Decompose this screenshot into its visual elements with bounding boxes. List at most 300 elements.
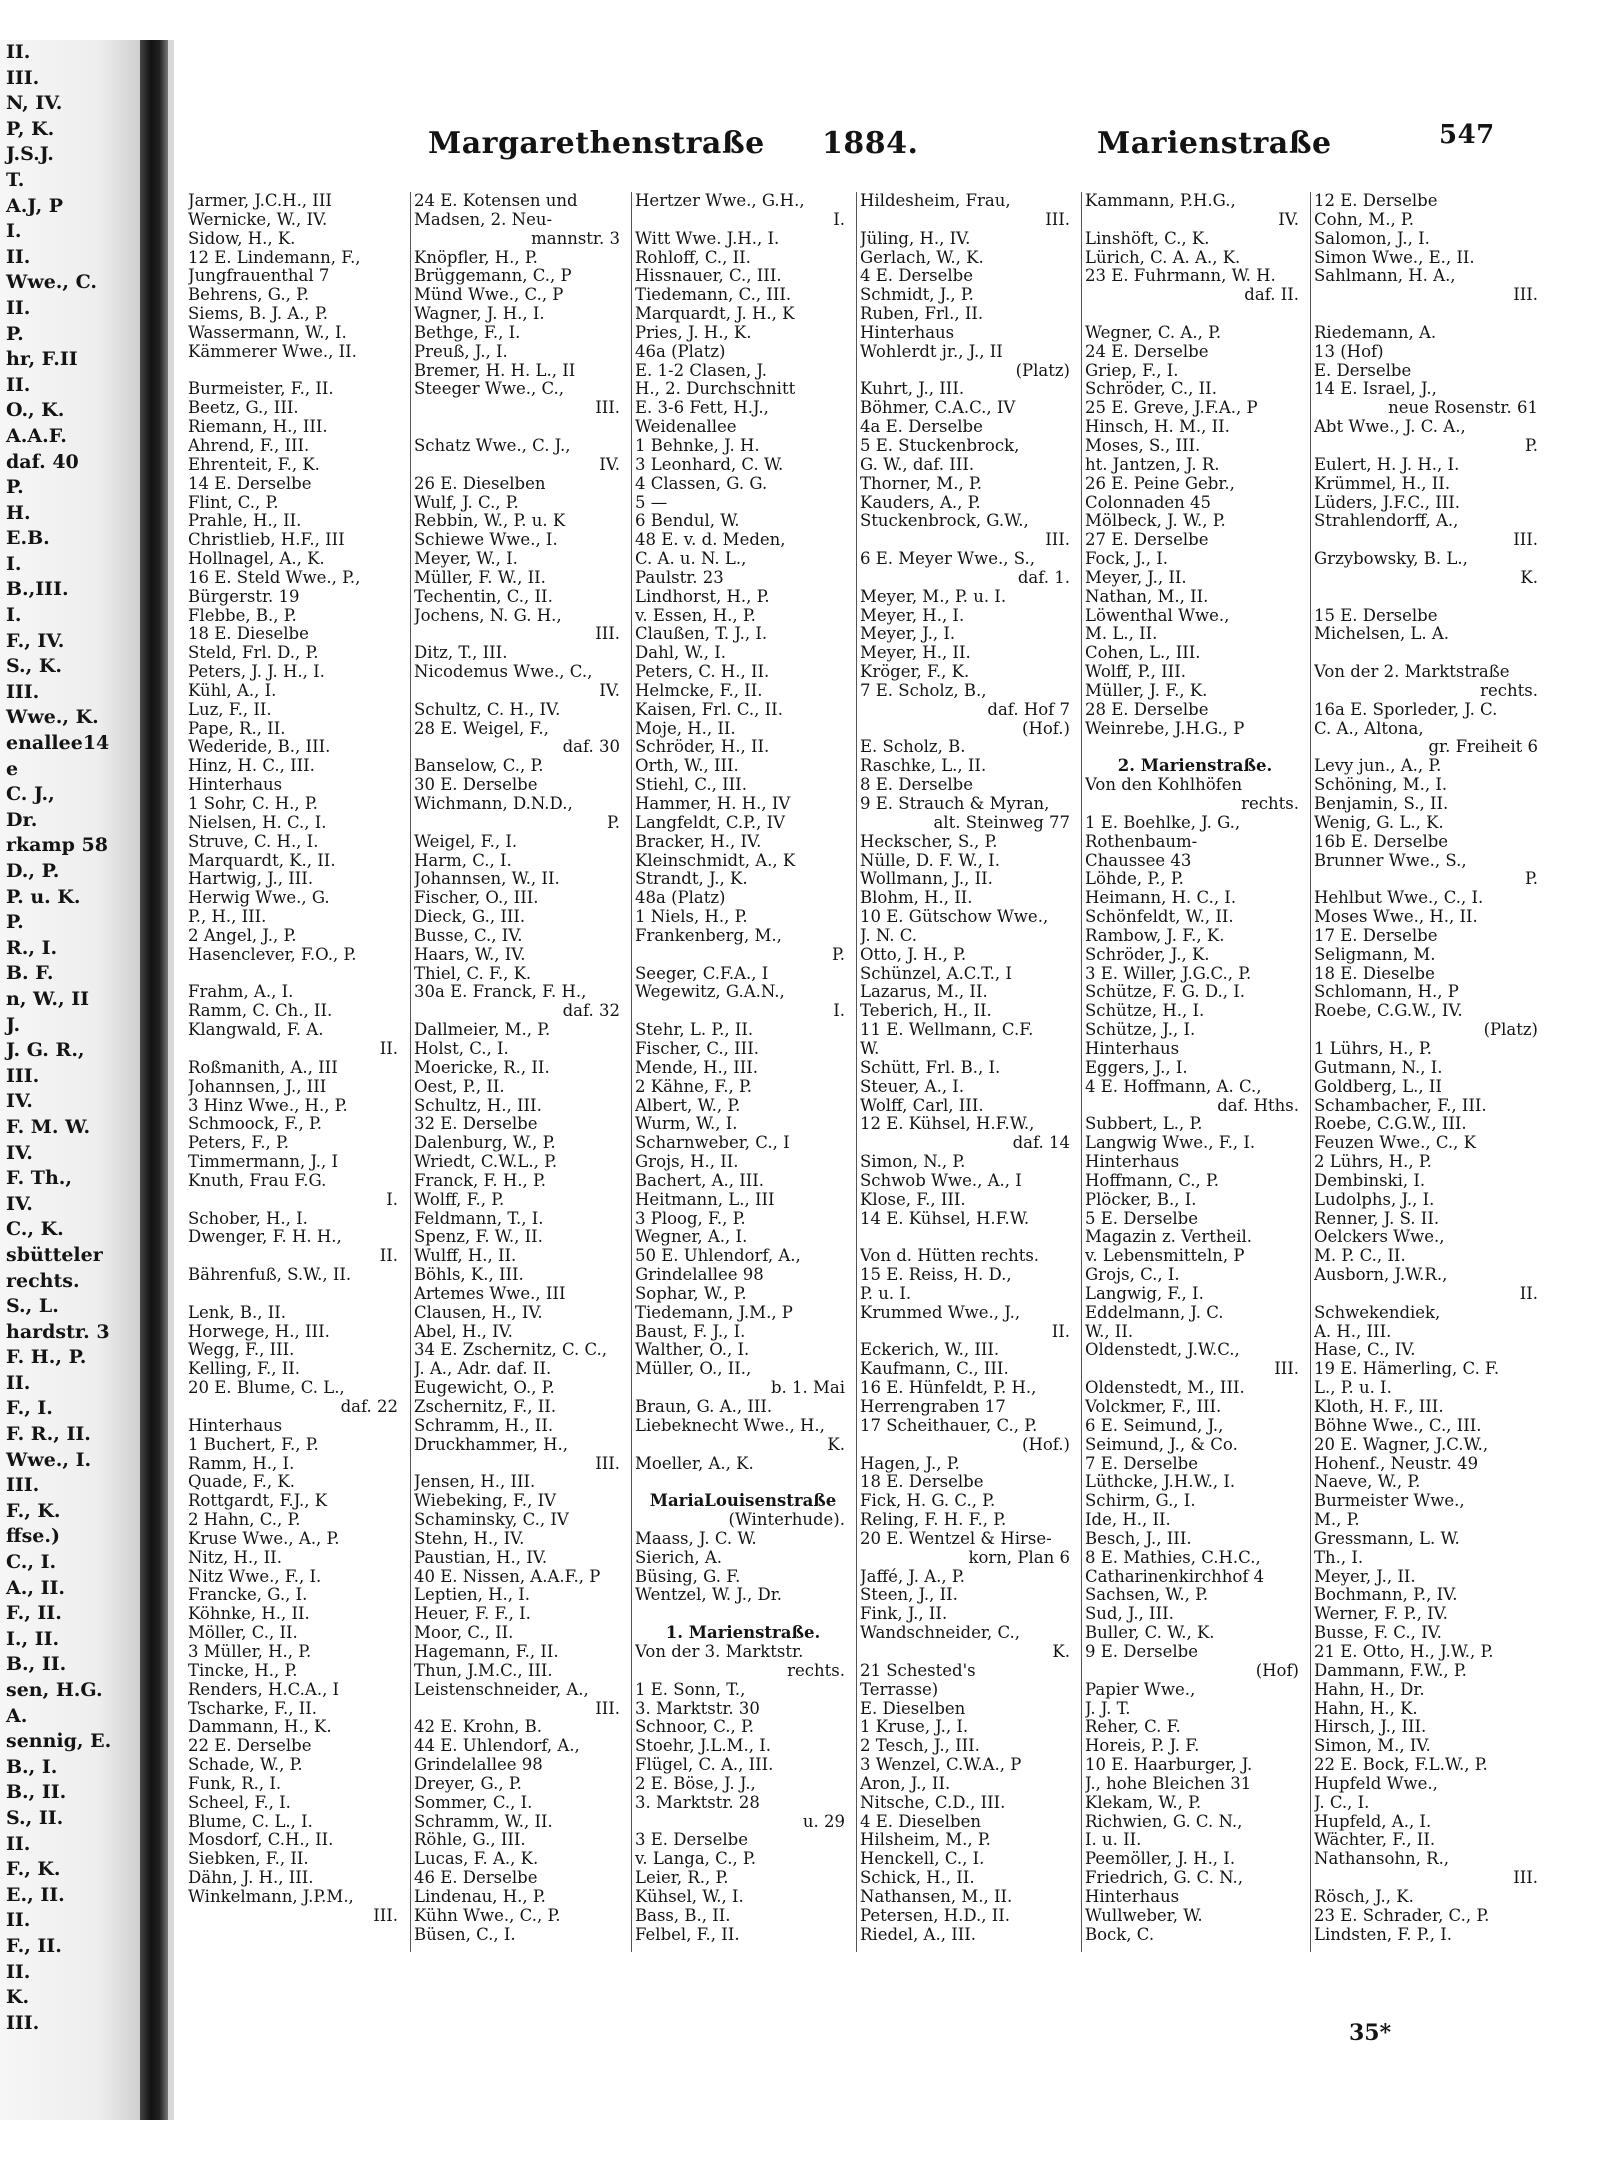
directory-entry: Wulf, J. C., P. [414,493,519,512]
directory-entry: Wolff, Carl, III. [860,1096,984,1115]
directory-entry: Herwig Wwe., G. [188,889,330,908]
directory-entry: Dalenburg, W., P. [414,1134,556,1153]
directory-entry: 18 E. Dieselbe [188,625,309,644]
directory-entry: M. P. C., II. [1314,1247,1406,1266]
fragment-line: B., II. [6,1781,67,1804]
directory-entry: 3 Ploog, F., P. [635,1209,746,1228]
directory-entry: Kruse Wwe., A., P. [188,1529,340,1548]
directory-entry: Maass, J. C. W. [635,1529,757,1548]
directory-entry: Rambow, J. F., K. [1085,926,1225,945]
directory-entry: 14 E. Kühsel, H.F.W. [860,1209,1030,1228]
column-5 [1085,192,1305,1992]
directory-entry: Wagner, J. H., I. [414,305,545,324]
directory-entry: 2 E. Böse, J. J., [635,1774,756,1793]
directory-entry: Von d. Hütten rechts. [860,1247,1040,1266]
directory-entry: Scharnweber, C., I [635,1134,790,1153]
directory-entry: Wulff, H., II. [414,1247,517,1266]
directory-entry: Walther, O., I. [635,1341,750,1360]
fragment-line: rechts. [6,1269,80,1292]
directory-entry: Hirsch, J., III. [1314,1718,1427,1737]
directory-entry: u. 29 [802,1812,845,1831]
fragment-line: III. [6,66,40,89]
directory-entry: Bürgerstr. 19 [188,587,300,606]
directory-entry: Meyer, W., I. [414,550,518,569]
fragment-line: P. [6,476,24,499]
directory-entry: 22 E. Bock, F.L.W., P. [1314,1756,1488,1775]
directory-entry: Simon, M., IV. [1314,1737,1431,1756]
directory-entry: 4a E. Derselbe [860,418,983,437]
directory-entry: Banselow, C., P. [414,757,544,776]
directory-entry: M. L., II. [1085,625,1158,644]
directory-entry: daf. 14 [1012,1134,1070,1153]
fragment-line: F., IV. [6,629,65,652]
directory-entry: Klose, F., III. [860,1190,966,1209]
page-number: 547 [1439,120,1495,150]
directory-entry: Rebbin, W., P. u. K [414,512,566,531]
directory-entry: Strandt, J., K. [635,870,748,889]
directory-entry: 1 E. Sonn, T., [635,1680,746,1699]
directory-entry: Wernicke, W., IV. [188,210,328,229]
directory-entry: 40 E. Nissen, A.A.F., P [414,1567,601,1586]
directory-entry [414,418,626,437]
directory-entry: Schultz, H., III. [414,1096,542,1115]
directory-entry: III. [1045,210,1070,229]
directory-entry: Knöpfler, H., P. [414,248,538,267]
directory-entry: (Hof.) [1022,1435,1070,1454]
directory-entry: Hinterhaus [188,1416,283,1435]
fragment-line: n, W., II [6,987,90,1010]
directory-entry: Abel, H., IV. [414,1322,513,1341]
directory-entry: Hollnagel, A., K. [188,550,325,569]
fragment-line: enallee14 [6,732,110,755]
directory-entry: III. [1513,286,1538,305]
directory-entry: 1 Behnke, J. H. [635,436,760,455]
directory-entry: Eggers, J., I. [1085,1058,1188,1077]
directory-entry: Hahn, H., K. [1314,1699,1418,1718]
directory-entry: Nülle, D. F. W., I. [860,851,1000,870]
directory-entry: MariaLouisenstraße [649,1492,837,1511]
directory-entry: 14 E. Israel, J., [1314,380,1437,399]
directory-entry: Rottgardt, F.J., K [188,1492,328,1511]
directory-entry: Kammann, P.H.G., [1085,192,1236,210]
directory-entry: 42 E. Krohn, B. [414,1718,543,1737]
directory-entry: daf. 22 [340,1398,398,1416]
directory-entry: Plöcker, B., I. [1085,1190,1197,1209]
directory-entry: Seimund, J., & Co. [1085,1435,1238,1454]
fragment-line: D., P. [6,860,60,882]
directory-entry: Von der 2. Marktstraße [1314,663,1510,682]
directory-entry: Krümmel, H., II. [1314,474,1451,493]
column-rule [631,192,632,1952]
fragment-line: II. [6,1832,31,1855]
fragment-line: rkamp 58 [6,834,108,857]
directory-entry: Schwekendiek, [1314,1303,1441,1322]
directory-entry [188,1285,404,1304]
fragment-line: F. Th., [6,1167,72,1190]
directory-entry: daf. Hths. [1217,1096,1299,1115]
directory-entry: Horwege, H., III. [188,1322,330,1341]
directory-entry: 10 E. Gütschow Wwe., [860,908,1049,927]
directory-entry: Röhle, G., III. [414,1831,526,1850]
directory-entry: Wolff, P., III. [1085,663,1186,682]
fragment-line: I. [6,552,22,575]
directory-entry: Hinterhaus [1085,1039,1180,1058]
directory-entry: Reher, C. F. [1085,1718,1181,1737]
directory-entry: Heuer, F. F., I. [414,1605,531,1624]
directory-entry: III. [1045,531,1070,550]
directory-entry: Lenk, B., II. [188,1303,286,1322]
directory-entry: Simon, N., P. [860,1153,966,1172]
directory-entry: Teberich, H., II. [860,1002,992,1021]
fragment-line: II. [6,245,31,268]
directory-entry: Dähn, J. H., III. [188,1869,314,1888]
directory-entry: 15 E. Reiss, H. D., [860,1266,1012,1285]
directory-entry: W. [860,1039,880,1058]
directory-entry: Cohn, M., P. [1314,210,1414,229]
directory-entry: Schiewe Wwe., I. [414,531,558,550]
directory-entry: Wegewitz, G.A.N., [635,983,785,1002]
directory-entry: Nathansohn, R., [1314,1850,1450,1869]
directory-entry: Struve, C. H., I. [188,832,319,851]
directory-entry: Paustian, H., IV. [414,1548,548,1567]
directory-entry: Dwenger, F. H. H., [188,1228,342,1247]
fragment-line: B., II. [6,1653,67,1676]
directory-entry: Ide, H., II. [1085,1511,1171,1530]
directory-entry: 15 E. Derselbe [1314,606,1438,625]
directory-entry: Gerlach, W., K. [860,248,984,267]
directory-entry: Paulstr. 23 [635,568,724,587]
directory-entry: Benjamin, S., II. [1314,795,1449,813]
directory-entry: 7 E. Scholz, B., [860,681,987,700]
directory-entry: 50 E. Uhlendorf, A., [635,1247,801,1266]
directory-entry: 5 E. Derselbe [1085,1209,1198,1228]
directory-entry: Timmermann, J., I [188,1153,339,1172]
directory-entry: Schade, W., P. [188,1756,303,1775]
column-rule [1310,192,1311,1952]
directory-entry: Dreyer, G., P. [414,1774,522,1793]
directory-entry: Siems, B. J. A., P. [188,305,329,324]
directory-entry: Schwob Wwe., A., I [860,1171,1022,1190]
directory-entry: 46a (Platz) [635,342,726,361]
directory-entry: 18 E. Dieselbe [1314,964,1435,983]
directory-entry: Schramm, H., II. [414,1416,554,1435]
column-rule [410,192,411,1952]
directory-entry: Von den Kohlhöfen [1085,776,1243,795]
directory-entry: Hinterhaus [1085,1153,1180,1172]
directory-entry: Sierich, A. [635,1548,723,1567]
directory-entry: Klekam, W., P. [1085,1793,1202,1812]
directory-entry: P. [606,813,620,832]
directory-entry: Rothenbaum- [1085,832,1198,851]
directory-entry: Fischer, C., III. [635,1039,759,1058]
directory-entry: Johannsen, W., II. [414,870,560,889]
directory-entry: Sommer, C., I. [414,1793,533,1812]
directory-entry: 1 Niels, H., P. [635,908,748,927]
directory-entry: Böhne Wwe., C., III. [1314,1416,1482,1435]
directory-entry: Eckerich, W., III. [860,1341,1000,1360]
directory-entry: Kämmerer Wwe., II. [188,342,357,361]
column-1 [188,192,404,1992]
directory-entry: Volckmer, F., III. [1085,1398,1222,1416]
directory-entry: Schröder, H., II. [635,738,770,757]
directory-entry: Wächter, F., II. [1314,1831,1436,1850]
directory-entry: Eugewicht, O., P. [414,1379,555,1398]
fragment-line: F., I. [6,1397,53,1420]
directory-entry: Ludolphs, J., I. [1314,1190,1435,1209]
directory-entry: 26 E. Peine Gebr., [1085,474,1235,493]
directory-entry: 16 E. Hünfeldt, P. H., [860,1379,1037,1398]
directory-entry: 6 E. Meyer Wwe., S., [860,550,1035,569]
directory-entry: 25 E. Greve, J.F.A., P [1085,399,1258,418]
fragment-line: F. R., II. [6,1423,91,1446]
directory-entry: v. Essen, H., P. [635,606,756,625]
directory-entry: Rösch, J., K. [1314,1887,1414,1906]
directory-entry: Kühn Wwe., C., P. [414,1906,561,1925]
directory-entry: 3 Leonhard, C. W. [635,455,784,474]
fragment-line: I. [6,220,22,243]
directory-entry: P., H., III. [188,908,267,927]
directory-entry: Thiel, C. F., K. [414,964,532,983]
directory-entry: 5 — [635,493,668,512]
directory-entry: 28 E. Derselbe [1085,700,1209,719]
directory-entry: Hinterhaus [860,323,955,342]
directory-entry: 16b E. Derselbe [1314,832,1449,851]
directory-entry: A. H., III. [1314,1322,1392,1341]
directory-entry: 9 E. Strauch & Myran, [860,795,1050,813]
directory-entry: G. W., daf. III. [860,455,975,474]
directory-entry: Von der 3. Marktstr. [635,1642,804,1661]
directory-entry: 2 Kähne, F., P. [635,1077,753,1096]
directory-entry: Eddelmann, J. C. [1085,1303,1224,1322]
right-street-title: Marienstraße [1097,126,1332,161]
directory-entry: Bethge, F., I. [414,323,521,342]
directory-entry: Eulert, H. J. H., I. [1314,455,1460,474]
fragment-line: P. [6,911,24,934]
directory-entry: Steld, Frl. D., P. [188,644,319,663]
fragment-line: H. [6,501,31,524]
directory-entry: Stehr, L. P., II. [635,1021,754,1040]
directory-entry: Wederide, B., III. [188,738,331,757]
fragment-line: ffse.) [6,1525,60,1548]
directory-entry: Nathan, M., II. [1085,587,1209,606]
directory-entry: 4 E. Dieselben [860,1812,982,1831]
directory-entry: 9 E. Derselbe [1085,1642,1198,1661]
directory-entry [188,362,404,381]
directory-entry: W., II. [1085,1322,1134,1341]
directory-entry: 22 E. Derselbe [188,1737,312,1756]
directory-entry: Steuer, A., I. [860,1077,965,1096]
directory-entry: Ditz, T., III. [414,644,508,663]
directory-entry: Sahlmann, H. A., [1314,267,1456,286]
directory-entry: Böhmer, C.A.C., IV [860,399,1016,418]
fragment-line: B.,III. [6,578,69,601]
directory-entry: Hissnauer, C., III. [635,267,782,286]
directory-entry: Nathansen, M., II. [860,1887,1013,1906]
directory-entry: Wegg, F., III. [188,1341,295,1360]
directory-entry: Hildesheim, Frau, [860,192,1011,210]
directory-entry: III. [595,625,620,644]
directory-entry: III. [595,1699,620,1718]
directory-entry: 2 Tesch, J., III. [860,1737,980,1756]
directory-entry: Heimann, H. C., I. [1085,889,1237,908]
directory-entry: Peters, J. J. H., I. [188,663,325,682]
directory-entry: Bracker, H., IV. [635,832,762,851]
fragment-line: F., K. [6,1858,61,1881]
column-2 [414,192,626,1992]
directory-entry: Otto, J. H., P. [860,945,967,964]
directory-entry: Schönfeldt, W., II. [1085,908,1234,927]
directory-entry: Tscharke, F., II. [188,1699,318,1718]
directory-entry: Techentin, C., II. [414,587,553,606]
directory-entry: Schröder, J., K. [1085,945,1210,964]
directory-entry: Preuß, J., I. [414,342,508,361]
fragment-line: I. [6,604,22,627]
directory-entry: Renner, J. S. II. [1314,1209,1440,1228]
directory-entry: Witt Wwe. J.H., I. [635,229,780,248]
directory-columns [174,192,1590,1992]
directory-entry: Abt Wwe., J. C. A., [1314,418,1466,437]
directory-entry: Moeller, A., K. [635,1454,754,1473]
directory-entry: 1 Sohr, C. H., P. [188,795,318,813]
directory-entry: Böhls, K., III. [414,1266,524,1285]
directory-entry: K. [827,1435,845,1454]
fragment-line: J. [6,1013,21,1036]
fragment-line: IV. [6,1090,33,1113]
directory-entry [635,1605,851,1624]
directory-entry: Müller, F. W., II. [414,568,546,587]
directory-entry: Ramm, H., I. [188,1454,295,1473]
directory-entry: Artemes Wwe., III [414,1284,566,1303]
directory-entry: Henckell, C., I. [860,1850,985,1869]
directory-entry [1314,305,1544,324]
directory-entry: Tiedemann, C., III. [635,286,792,305]
directory-entry: Wichmann, D.N.D., [414,795,573,813]
fragment-line: T. [6,168,25,191]
directory-entry: (Platz) [1483,1021,1538,1040]
directory-entry: Papier Wwe., [1085,1680,1196,1699]
fragment-line: E.B. [6,527,50,550]
directory-entry: Nitz Wwe., F., I. [188,1567,322,1586]
directory-entry: 13 (Hof) [1314,342,1384,361]
directory-entry: Wiebeking, F., IV [414,1492,557,1511]
fragment-line: Wwe., I. [6,1448,92,1471]
directory-entry: I. [386,1190,398,1209]
directory-entry: Moericke, R., II. [414,1058,550,1077]
directory-page [174,40,1590,2120]
directory-entry: rechts. [787,1661,845,1680]
directory-entry: Jaffé, J. A., P. [860,1567,965,1586]
directory-entry: rechts. [1241,795,1299,813]
directory-entry: 16 E. Steld Wwe., P., [188,568,361,587]
directory-entry: rechts. [1480,681,1538,700]
column-6 [1314,192,1544,1992]
directory-entry: 21 E. Otto, H., J.W., P. [1314,1642,1494,1661]
fragment-line: O., K. [6,399,65,422]
directory-entry: Ramm, C. Ch., II. [188,1002,333,1021]
directory-entry: 3 Wenzel, C.W.A., P [860,1756,1022,1775]
directory-entry: daf. 32 [562,1002,620,1021]
fragment-line: C. J., [6,783,55,806]
directory-entry: Kauders, A., P. [860,493,981,512]
directory-entry: 30 E. Derselbe [414,776,538,795]
directory-entry: Oelckers Wwe., [1314,1228,1445,1247]
directory-entry: J., hohe Bleichen 31 [1085,1774,1252,1793]
directory-entry: Thun, J.M.C., III. [414,1661,553,1680]
directory-entry: Lüthcke, J.H.W., I. [1085,1473,1236,1492]
fragment-line: F., II. [6,1602,62,1625]
directory-entry: J. N. C. [860,926,917,945]
directory-entry: Grzybowsky, B. L., [1314,550,1468,569]
directory-entry: Werner, F. P., IV. [1314,1605,1448,1624]
directory-entry: Peters, C. H., II. [635,663,770,682]
directory-entry: Hartwig, J., III. [188,870,314,889]
directory-entry: Bachert, A., III. [635,1171,765,1190]
directory-entry: Rohloff, C., II. [635,248,751,267]
directory-entry: Langwig, F., I. [1085,1284,1204,1303]
directory-entry: 2. Marienstraße. [1117,757,1273,776]
directory-entry: Tiedemann, J.M., P [635,1303,793,1322]
directory-entry: Hasenclever, F.O., P. [188,945,357,964]
fragment-line: A.J, P [6,194,64,217]
directory-entry: P. [1524,870,1538,889]
directory-entry: Marquardt, J. H., K [635,305,795,324]
directory-entry: 16a E. Sporleder, J. C. [1314,700,1498,719]
fragment-line: B. F. [6,962,54,985]
directory-entry: Krummed Wwe., J., [860,1303,1021,1322]
directory-entry: (Hof.) [1022,719,1070,738]
directory-entry: v. Langa, C., P. [635,1850,756,1869]
directory-entry: Dahl, W., I. [635,644,727,663]
directory-entry: Helmcke, F., II. [635,681,763,700]
directory-entry: L., P. u. I. [1314,1379,1392,1398]
directory-entry: Bährenfuß, S.W., II. [188,1266,352,1285]
fragment-line: N, IV. [6,92,63,115]
fragment-line: P. [6,322,24,345]
directory-entry: III. [1513,531,1538,550]
directory-entry: Grindelallee 98 [635,1266,764,1285]
directory-entry: IV. [1278,210,1299,229]
directory-entry [1314,588,1544,607]
directory-entry: Kaufmann, C., III. [860,1360,1009,1379]
directory-entry: J. C., I. [1314,1793,1370,1812]
directory-entry: 28 E. Weigel, F., [414,719,549,738]
directory-entry: 2 Angel, J., P. [188,926,297,945]
directory-entry: Petersen, H.D., II. [860,1906,1011,1925]
directory-entry: Mende, H., III. [635,1058,759,1077]
directory-entry: (Winterhude). [728,1511,845,1530]
directory-entry: Frankenberg, M., [635,926,782,945]
directory-entry: Terrasse) [860,1680,939,1699]
directory-entry: IV. [599,455,620,474]
directory-entry: Strahlendorff, A., [1314,512,1459,531]
directory-entry: Mölbeck, J. W., P. [1085,512,1226,531]
directory-entry: 21 Schested's [860,1661,976,1680]
directory-entry: 20 E. Blume, C. L., [188,1379,345,1398]
fragment-line: IV. [6,1141,33,1164]
directory-entry: Aron, J., II. [860,1774,951,1793]
directory-entry: Dieck, G., III. [414,908,526,927]
directory-entry: Wollmann, J., II. [860,870,993,889]
directory-entry: Tincke, H., P. [188,1661,298,1680]
directory-entry: 12 E. Kühsel, H.F.W., [860,1115,1035,1134]
directory-entry: 3 Hinz Wwe., H., P. [188,1096,348,1115]
directory-entry: 20 E. Wentzel & Hirse- [860,1529,1052,1548]
directory-entry: Wolff, F., P. [414,1190,505,1209]
directory-entry: Schatz Wwe., C. J., [414,436,571,455]
directory-entry: Busse, F. C., IV. [1314,1624,1442,1643]
directory-entry: Flint, C., P. [188,493,279,512]
directory-entry: Oest, P., II. [414,1077,505,1096]
